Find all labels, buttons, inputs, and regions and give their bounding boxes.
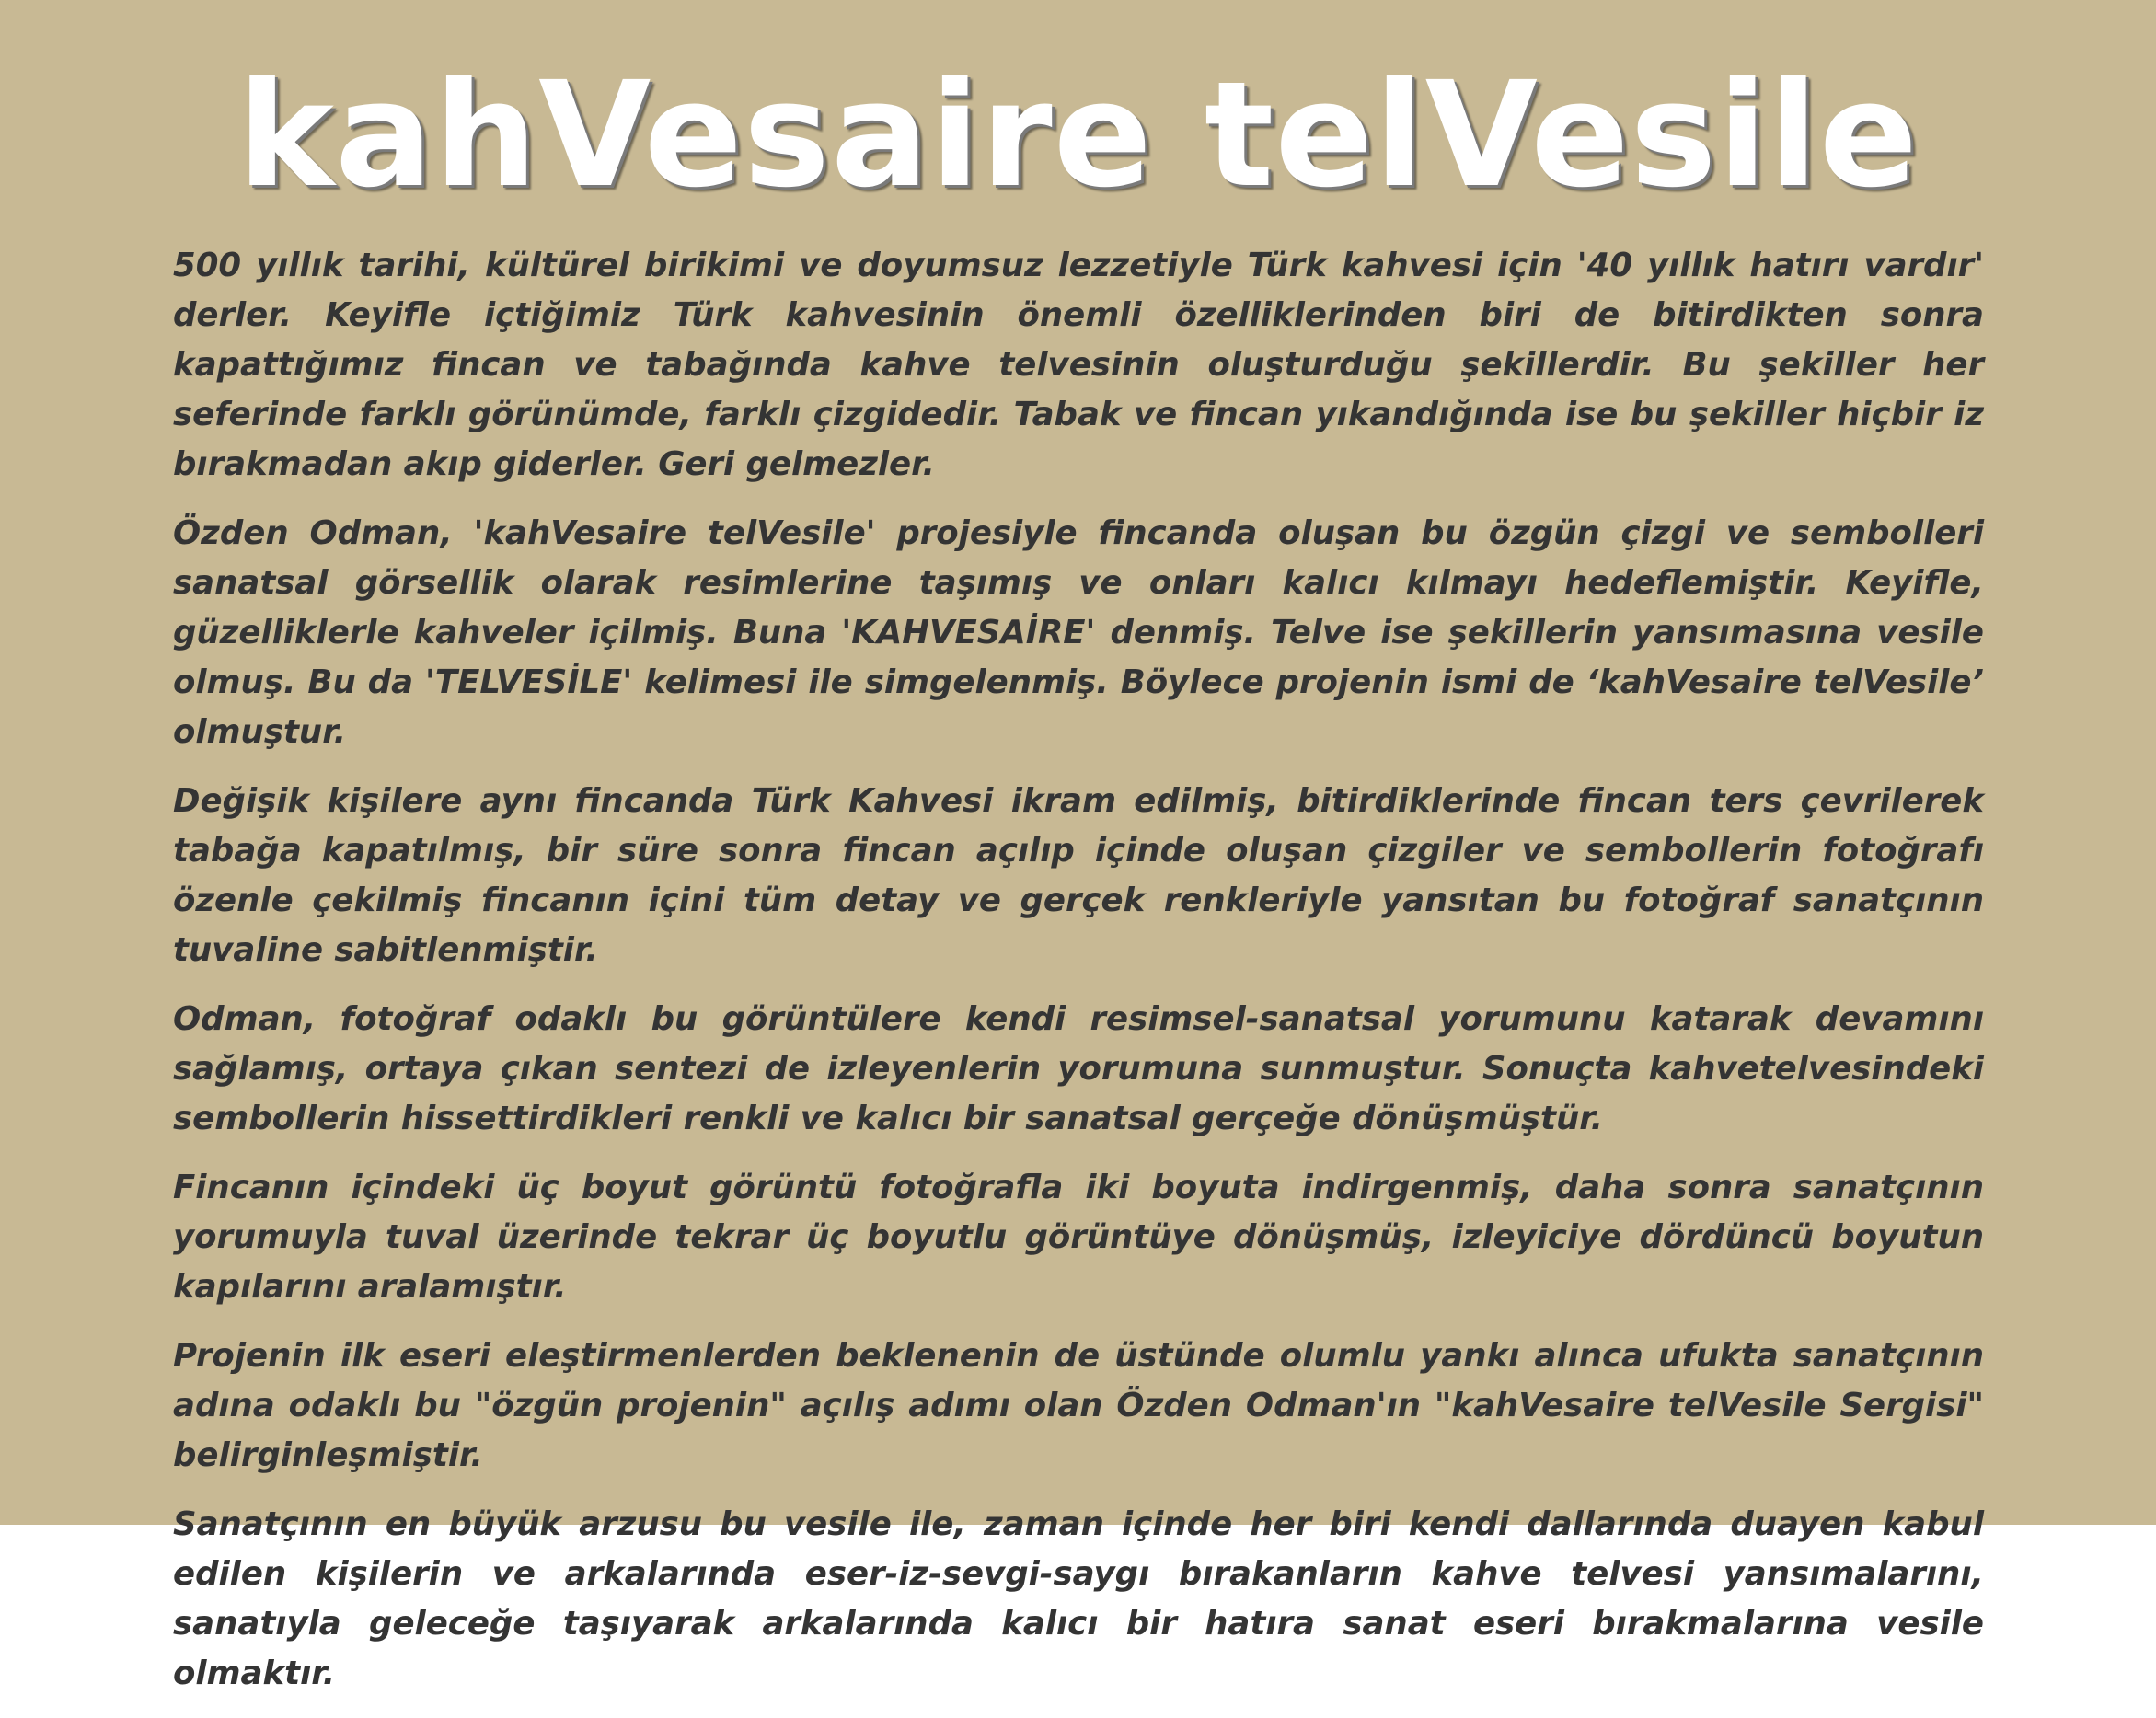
paragraph-interpretation: Odman, fotoğraf odaklı bu görüntülere kendi resimsel-sanatsal yorumunu katarak devamını sağlamış, ortaya çıkan sentezi de izleyenlerin yorumuna sunmuştur. Sonuçta kahvetelvesindeki sembollerin hissettirdikleri renkli ve kalıcı bir sanatsal gerçeğe dönüşmüştür. bbox=[173, 1000, 1984, 1137]
paragraph-exhibition: Projenin ilk eseri eleştirmenlerden beklenenin de üstünde olumlu yankı alınca ufukta sanatçının adına odaklı bu "özgün projenin" açılış adımı olan Özden Odman'ın "kahVesaire telVesile Sergisi" belirginleşmiştir. bbox=[173, 1337, 1984, 1474]
paragraph-aspiration: Sanatçının en büyük arzusu bu vesile ile, zaman içinde her biri kendi dallarında duayen kabul edilen kişilerin ve arkalarında eser-iz-sevgi-saygı bırakanların kahve telvesi yansımalarını, sanatıyla geleceğe taşıyarak arkalarında kalıcı bir hatıra sanat eseri bırakmalarına vesile olmaktır. bbox=[173, 1505, 1984, 1692]
paragraph-project-name: Özden Odman, 'kahVesaire telVesile' projesiyle fincanda oluşan bu özgün çizgi ve sembolleri sanatsal görsellik olarak resimlerine taşımış ve onları kalıcı kılmayı hedeflemiştir. Keyifle, güzelliklerle kahveler içilmiş. Buna 'KAHVESAİRE' denmiş. Telve ise şekillerin yansımasına vesile olmuş. Bu da 'TELVESİLE' kelimesi ile simgelenmiş. Böylece projenin ismi de ‘kahVesaire telVesile’ olmuştur. bbox=[173, 514, 1984, 751]
paragraph-history: 500 yıllık tarihi, kültürel birikimi ve doyumsuz lezzetiyle Türk kahvesi için '40 yıllık hatırı vardır' derler. Keyifle içtiğimiz Türk kahvesinin önemli özelliklerinden biri de bitirdikten sonra kapattığımız fincan ve tabağında kahve telvesinin oluşturduğu şekillerdir. Bu şekiller her seferinde farklı görünümde, farklı çizgidedir. Tabak ve fincan yıkandığında ise bu şekiller hiçbir iz bırakmadan akıp giderler. Geri gelmezler. bbox=[173, 247, 1984, 483]
document-title: kahVesaire telVesile bbox=[236, 51, 1920, 220]
document-body bbox=[173, 241, 1984, 1718]
paragraph-dimensions: Fincanın içindeki üç boyut görüntü fotoğrafla iki boyuta indirgenmiş, daha sonra sanatçının yorumuyla tuval üzerinde tekrar üç boyutlu görüntüye dönüşmüş, izleyiciye dördüncü boyutun kapılarını aralamıştır. bbox=[173, 1169, 1984, 1306]
paragraph-photography: Değişik kişilere aynı fincanda Türk Kahvesi ikram edilmiş, bitirdiklerinde fincan ters çevrilerek tabağa kapatılmış, bir süre sonra fincan açılıp içinde oluşan çizgiler ve sembollerin fotoğrafı özenle çekilmiş fincanın içini tüm detay ve gerçek renkleriyle yansıtan bu fotoğraf sanatçının tuvaline sabitlenmiştir. bbox=[173, 782, 1984, 969]
